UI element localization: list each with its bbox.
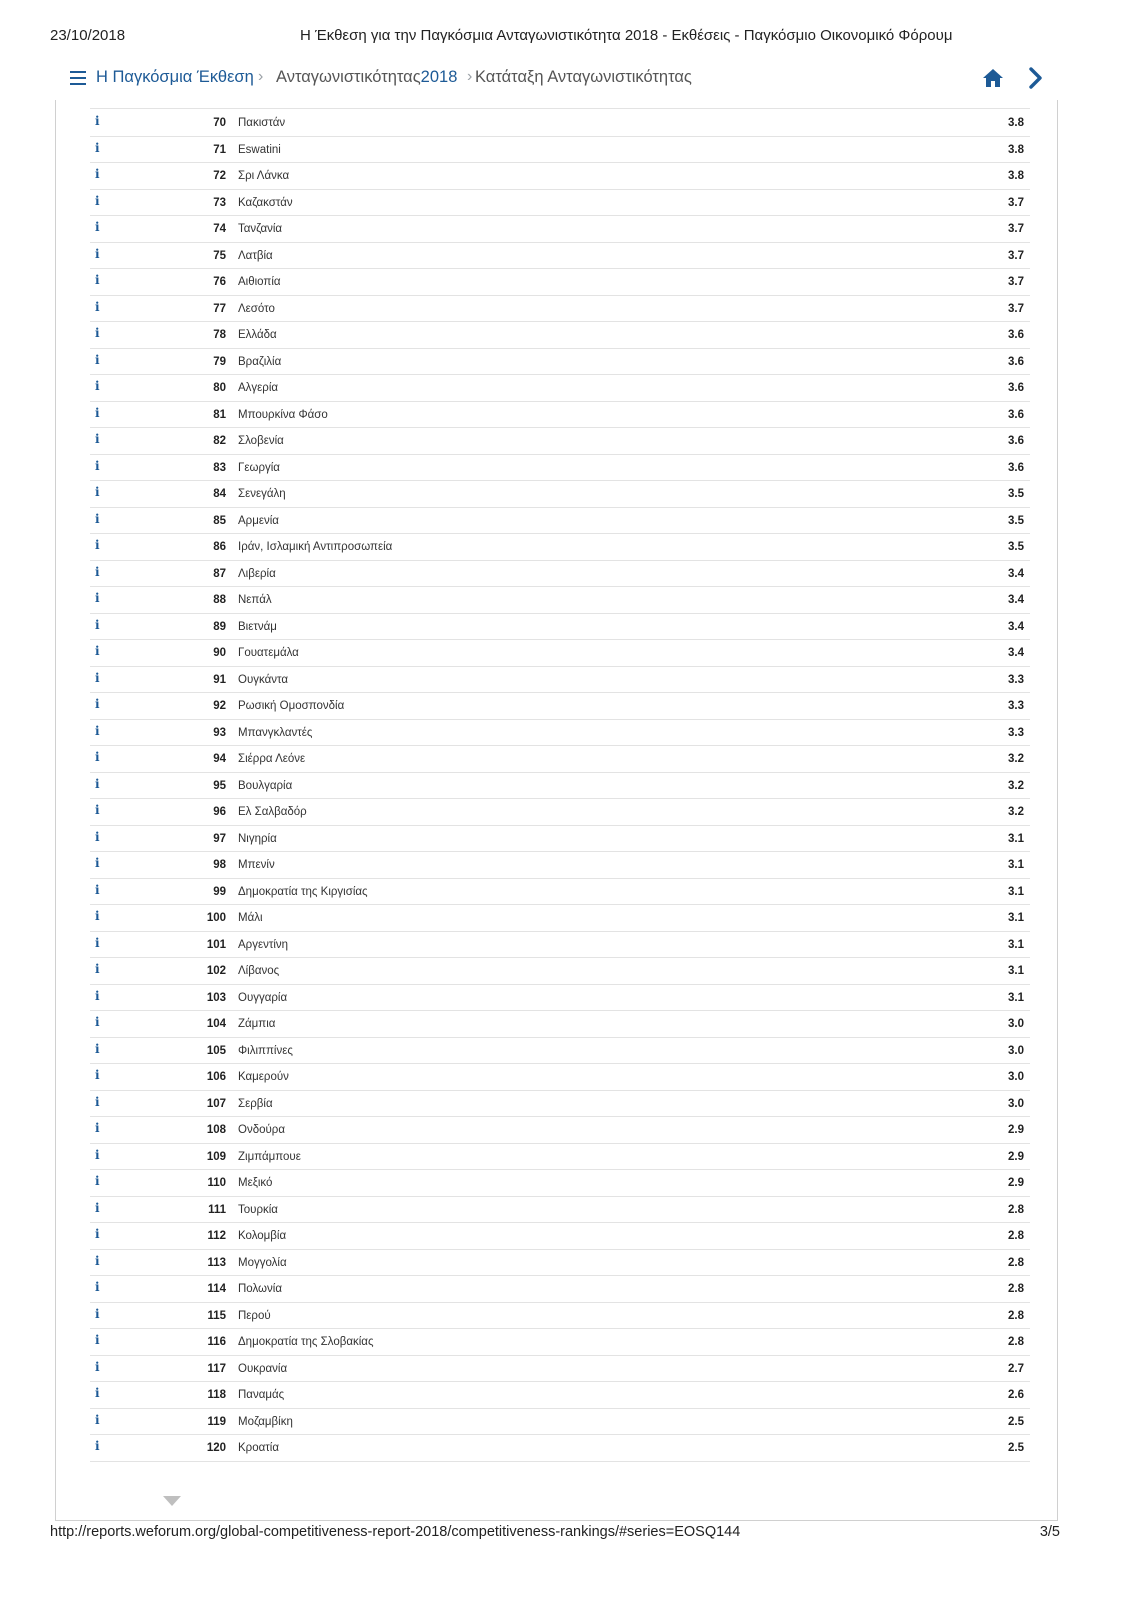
score-cell: 3.8 xyxy=(1008,143,1024,156)
country-cell: Eswatini xyxy=(238,143,281,156)
table-row xyxy=(90,587,1030,614)
rank-cell: 102 xyxy=(206,965,226,977)
rank-cell: 117 xyxy=(207,1362,226,1375)
country-cell: Ουγκάντα xyxy=(238,673,289,686)
table-row xyxy=(90,720,1030,747)
info-icon[interactable]: i xyxy=(95,1253,100,1268)
rank-cell: 109 xyxy=(206,1150,226,1163)
rank-cell: 120 xyxy=(206,1442,226,1454)
score-cell: 3.4 xyxy=(1008,567,1024,580)
rank-cell: 81 xyxy=(213,408,226,421)
table-row xyxy=(90,322,1030,349)
rank-cell: 79 xyxy=(213,355,226,368)
score-cell: 3.2 xyxy=(1008,779,1024,792)
table-row xyxy=(90,985,1030,1012)
rank-cell: 103 xyxy=(206,991,226,1004)
table-row xyxy=(90,455,1030,482)
country-cell: Κροατία xyxy=(238,1442,280,1454)
info-icon[interactable]: i xyxy=(95,723,100,738)
info-icon[interactable]: i xyxy=(95,564,100,579)
info-icon[interactable]: i xyxy=(95,1359,100,1374)
info-icon[interactable]: i xyxy=(95,697,100,711)
home-icon[interactable] xyxy=(982,68,1004,88)
rank-cell: 118 xyxy=(207,1389,226,1401)
score-cell: 3.3 xyxy=(1008,700,1024,712)
breadcrumb-nav xyxy=(56,62,1080,98)
country-cell: Λατβία xyxy=(238,249,273,262)
rank-cell: 108 xyxy=(206,1124,226,1136)
country-cell: Βραζιλία xyxy=(238,355,282,368)
info-icon[interactable]: i xyxy=(95,299,100,314)
rank-cell: 76 xyxy=(213,276,226,288)
score-cell: 2.8 xyxy=(1008,1230,1024,1242)
table-row xyxy=(90,137,1030,164)
rank-cell: 77 xyxy=(213,302,226,315)
info-icon[interactable]: i xyxy=(95,1121,100,1135)
breadcrumb-competitiveness-label: Ανταγωνιστικότητας xyxy=(276,68,421,86)
score-cell: 2.8 xyxy=(1008,1283,1024,1295)
breadcrumb-year: 2018 xyxy=(420,68,458,86)
table-row xyxy=(90,826,1030,853)
rank-cell: 107 xyxy=(206,1097,226,1110)
rank-cell: 98 xyxy=(213,859,226,871)
table-row xyxy=(90,799,1030,826)
country-cell: Νιγηρία xyxy=(238,832,277,845)
country-cell: Κολομβία xyxy=(238,1230,287,1242)
rank-cell: 72 xyxy=(213,170,226,182)
rank-cell: 99 xyxy=(213,885,226,898)
country-cell: Περού xyxy=(238,1309,271,1322)
breadcrumb-global-report[interactable]: Η Παγκόσμια Έκθεση xyxy=(96,68,254,86)
rank-cell: 104 xyxy=(206,1018,226,1030)
country-cell: Αλγερία xyxy=(238,382,279,394)
country-cell: Αργεντίνη xyxy=(238,938,289,951)
info-icon[interactable]: i xyxy=(95,220,100,234)
table-row xyxy=(90,1011,1030,1038)
info-icon[interactable]: i xyxy=(95,167,100,181)
breadcrumb-separator: › xyxy=(258,68,264,85)
breadcrumb-separator: › xyxy=(467,68,473,85)
score-cell: 2.8 xyxy=(1008,1203,1024,1216)
score-cell: 3.8 xyxy=(1008,170,1024,182)
info-icon[interactable]: i xyxy=(95,379,100,393)
country-cell: Βουλγαρία xyxy=(238,779,293,792)
info-icon[interactable]: i xyxy=(95,1041,100,1056)
score-cell: 2.8 xyxy=(1008,1309,1024,1322)
score-cell: 3.6 xyxy=(1008,435,1024,447)
rank-cell: 101 xyxy=(206,938,226,951)
rank-cell: 100 xyxy=(206,912,226,924)
info-icon[interactable]: i xyxy=(95,1227,100,1241)
table-row xyxy=(90,216,1030,243)
score-cell: 3.1 xyxy=(1008,991,1024,1004)
rank-cell: 78 xyxy=(213,329,226,341)
info-icon[interactable]: i xyxy=(95,405,100,420)
table-row xyxy=(90,375,1030,402)
rank-cell: 86 xyxy=(213,541,226,553)
table-row xyxy=(90,508,1030,535)
country-cell: Λιβερία xyxy=(238,567,276,580)
score-cell: 3.6 xyxy=(1008,329,1024,341)
table-row xyxy=(90,534,1030,561)
table-row xyxy=(90,693,1030,720)
rank-cell: 105 xyxy=(206,1044,226,1057)
country-cell: Σερβία xyxy=(238,1097,273,1110)
country-cell: Σιέρρα Λεόνε xyxy=(238,753,306,765)
rank-cell: 95 xyxy=(213,779,226,792)
info-icon[interactable]: i xyxy=(95,511,100,526)
info-icon[interactable]: i xyxy=(95,909,100,923)
country-cell: Μοζαμβίκη xyxy=(238,1415,293,1428)
rank-cell: 85 xyxy=(213,514,226,527)
table-row xyxy=(90,905,1030,932)
rank-cell: 112 xyxy=(207,1230,226,1242)
score-cell: 3.7 xyxy=(1008,196,1024,209)
table-row xyxy=(90,1170,1030,1197)
score-cell: 2.5 xyxy=(1008,1415,1024,1428)
info-icon[interactable]: i xyxy=(95,1094,100,1109)
country-cell: Ονδούρα xyxy=(238,1124,285,1136)
country-cell: Μπανγκλαντές xyxy=(238,726,313,739)
table-row xyxy=(90,1064,1030,1091)
table-row xyxy=(90,1382,1030,1409)
info-icon[interactable]: i xyxy=(95,962,100,976)
country-cell: Ζάμπια xyxy=(238,1018,276,1030)
breadcrumb-competitiveness-2018[interactable] xyxy=(276,68,457,87)
table-row xyxy=(90,190,1030,217)
score-cell: 3.7 xyxy=(1008,302,1024,315)
score-cell: 3.3 xyxy=(1008,673,1024,686)
table-row xyxy=(90,1435,1030,1462)
score-cell: 2.9 xyxy=(1008,1150,1024,1163)
table-row xyxy=(90,1038,1030,1065)
rank-cell: 93 xyxy=(213,726,226,739)
score-cell: 2.9 xyxy=(1008,1177,1024,1189)
rank-cell: 90 xyxy=(213,647,226,659)
table-row xyxy=(90,561,1030,588)
score-cell: 3.1 xyxy=(1008,859,1024,871)
print-date: 23/10/2018 xyxy=(50,27,126,44)
rank-cell: 116 xyxy=(207,1336,226,1348)
table-row xyxy=(90,640,1030,667)
country-cell: Βιετνάμ xyxy=(238,620,277,633)
score-cell: 3.6 xyxy=(1008,382,1024,394)
rank-cell: 94 xyxy=(213,753,226,765)
country-cell: Γεωργία xyxy=(238,461,280,474)
rank-cell: 92 xyxy=(213,700,226,712)
page-number: 3/5 xyxy=(1039,1524,1060,1540)
print-header xyxy=(50,27,1080,47)
info-icon[interactable]: i xyxy=(95,988,100,1003)
country-cell: Ουκρανία xyxy=(238,1362,288,1375)
info-icon[interactable]: i xyxy=(95,1386,100,1400)
country-cell: Ουγγαρία xyxy=(238,991,288,1004)
info-icon[interactable]: i xyxy=(95,1333,100,1347)
info-icon[interactable]: i xyxy=(95,644,100,658)
table-row xyxy=(90,481,1030,508)
table-row xyxy=(90,1197,1030,1224)
country-cell: Ιράν, Ισλαμική Αντιπροσωπεία xyxy=(238,541,393,553)
info-icon[interactable]: i xyxy=(95,803,100,817)
table-row xyxy=(90,243,1030,270)
chevron-right-icon[interactable] xyxy=(1028,67,1044,89)
breadcrumb-rankings: Κατάταξη Ανταγωνιστικότητας xyxy=(475,68,692,86)
info-icon[interactable]: i xyxy=(95,1015,100,1029)
score-cell: 3.8 xyxy=(1008,117,1024,129)
table-row xyxy=(90,1276,1030,1303)
table-row xyxy=(90,1409,1030,1436)
country-cell: Δημοκρατία της Κιργισίας xyxy=(238,885,368,898)
table-row xyxy=(90,746,1030,773)
info-icon[interactable]: i xyxy=(95,485,100,499)
scroll-down-icon[interactable] xyxy=(163,1496,181,1506)
rank-cell: 75 xyxy=(213,249,226,262)
score-cell: 2.5 xyxy=(1008,1442,1024,1454)
table-row xyxy=(90,852,1030,879)
score-cell: 2.7 xyxy=(1008,1362,1024,1375)
country-cell: Αιθιοπία xyxy=(238,276,281,288)
info-icon[interactable]: i xyxy=(95,1147,100,1162)
score-cell: 3.0 xyxy=(1008,1097,1024,1110)
score-cell: 3.1 xyxy=(1008,965,1024,977)
score-cell: 3.5 xyxy=(1008,541,1024,553)
table-row xyxy=(90,1329,1030,1356)
score-cell: 3.4 xyxy=(1008,620,1024,633)
score-cell: 3.2 xyxy=(1008,806,1024,818)
rank-cell: 111 xyxy=(208,1203,226,1216)
score-cell: 3.7 xyxy=(1008,223,1024,235)
rank-cell: 119 xyxy=(207,1415,226,1428)
info-icon[interactable]: i xyxy=(95,114,100,128)
score-cell: 3.7 xyxy=(1008,249,1024,262)
info-icon[interactable]: i xyxy=(95,140,100,155)
page-url: http://reports.weforum.org/global-competitiveness-report-2018/competitiveness-rankings/#series=EOSQ144 xyxy=(50,1524,741,1540)
score-cell: 3.5 xyxy=(1008,488,1024,500)
table-row xyxy=(90,269,1030,296)
country-cell: Μάλι xyxy=(238,912,263,924)
score-cell: 3.4 xyxy=(1008,594,1024,606)
score-cell: 3.0 xyxy=(1008,1018,1024,1030)
score-cell: 3.4 xyxy=(1008,647,1024,659)
rank-cell: 115 xyxy=(207,1309,226,1322)
country-cell: Νεπάλ xyxy=(238,594,272,606)
rank-cell: 110 xyxy=(207,1177,226,1189)
info-icon[interactable]: i xyxy=(95,1439,100,1453)
rank-cell: 80 xyxy=(213,382,226,394)
country-cell: Τουρκία xyxy=(238,1203,278,1216)
table-row xyxy=(90,1303,1030,1330)
rank-cell: 88 xyxy=(213,594,226,606)
table-row xyxy=(90,349,1030,376)
divider xyxy=(90,108,1030,109)
score-cell: 3.0 xyxy=(1008,1071,1024,1083)
table-row xyxy=(90,958,1030,985)
rankings-table xyxy=(90,110,1030,1462)
table-row xyxy=(90,773,1030,800)
country-cell: Μογγολία xyxy=(238,1256,287,1269)
country-cell: Ρωσική Ομοσπονδία xyxy=(238,700,345,712)
score-cell: 3.3 xyxy=(1008,726,1024,739)
table-row xyxy=(90,1144,1030,1171)
score-cell: 3.1 xyxy=(1008,938,1024,951)
country-cell: Σενεγάλη xyxy=(238,488,286,500)
country-cell: Λεσότο xyxy=(238,302,275,315)
table-row xyxy=(90,296,1030,323)
table-row xyxy=(90,1223,1030,1250)
score-cell: 3.5 xyxy=(1008,514,1024,527)
rank-cell: 96 xyxy=(213,806,226,818)
country-cell: Μεξικό xyxy=(238,1177,273,1189)
info-icon[interactable]: i xyxy=(95,432,100,446)
score-cell: 2.8 xyxy=(1008,1336,1024,1348)
country-cell: Μπουρκίνα Φάσο xyxy=(238,408,328,421)
info-icon[interactable]: i xyxy=(95,1068,100,1082)
score-cell: 3.0 xyxy=(1008,1044,1024,1057)
country-cell: Σλοβενία xyxy=(238,435,284,447)
country-cell: Μπενίν xyxy=(238,859,275,871)
country-cell: Καζακστάν xyxy=(238,196,293,209)
score-cell: 2.8 xyxy=(1008,1256,1024,1269)
info-icon[interactable]: i xyxy=(95,1174,100,1188)
info-icon[interactable]: i xyxy=(95,1200,100,1215)
table-row xyxy=(90,163,1030,190)
info-icon[interactable]: i xyxy=(95,856,100,870)
score-cell: 3.6 xyxy=(1008,355,1024,368)
country-cell: Λίβανος xyxy=(238,965,280,977)
country-cell: Καμερούν xyxy=(238,1071,289,1083)
info-icon[interactable]: i xyxy=(95,1280,100,1294)
rank-cell: 91 xyxy=(213,673,226,686)
info-icon[interactable]: i xyxy=(95,829,100,844)
rank-cell: 89 xyxy=(213,620,226,633)
country-cell: Γουατεμάλα xyxy=(238,647,299,659)
table-row xyxy=(90,428,1030,455)
score-cell: 2.6 xyxy=(1008,1389,1024,1401)
rank-cell: 83 xyxy=(213,461,226,474)
table-row xyxy=(90,110,1030,137)
rank-cell: 82 xyxy=(213,435,226,447)
table-row xyxy=(90,614,1030,641)
info-icon[interactable]: i xyxy=(95,193,100,208)
info-icon[interactable]: i xyxy=(95,458,100,473)
country-cell: Παναμάς xyxy=(238,1389,285,1401)
table-row xyxy=(90,879,1030,906)
country-cell: Τανζανία xyxy=(238,223,283,235)
country-cell: Αρμενία xyxy=(238,514,279,527)
score-cell: 3.1 xyxy=(1008,832,1024,845)
document-title: Η Έκθεση για την Παγκόσμια Ανταγωνιστικότητα 2018 - Εκθέσεις - Παγκόσμιο Οικονομικό Φόρουμ xyxy=(300,27,953,44)
rank-cell: 97 xyxy=(213,832,226,845)
info-icon[interactable]: i xyxy=(95,273,100,287)
info-icon[interactable]: i xyxy=(95,750,100,764)
rank-cell: 84 xyxy=(213,488,226,500)
print-footer xyxy=(50,1524,1060,1544)
table-row xyxy=(90,667,1030,694)
info-icon[interactable]: i xyxy=(95,1412,100,1427)
table-row xyxy=(90,1250,1030,1277)
rank-cell: 87 xyxy=(213,567,226,580)
score-cell: 3.1 xyxy=(1008,912,1024,924)
score-cell: 3.6 xyxy=(1008,408,1024,421)
table-row xyxy=(90,1091,1030,1118)
info-icon[interactable]: i xyxy=(95,935,100,950)
rank-cell: 74 xyxy=(213,223,226,235)
rank-cell: 70 xyxy=(213,117,226,129)
score-cell: 3.7 xyxy=(1008,276,1024,288)
rank-cell: 114 xyxy=(207,1283,226,1295)
score-cell: 3.1 xyxy=(1008,885,1024,898)
country-cell: Φιλιππίνες xyxy=(238,1044,293,1057)
country-cell: Ελλάδα xyxy=(238,329,277,341)
info-icon[interactable]: i xyxy=(95,882,100,897)
country-cell: Πολωνία xyxy=(238,1283,282,1295)
country-cell: Πακιστάν xyxy=(238,117,286,129)
info-icon[interactable]: i xyxy=(95,1306,100,1321)
country-cell: Σρι Λάνκα xyxy=(238,170,290,182)
info-icon[interactable]: i xyxy=(95,617,100,632)
score-cell: 2.9 xyxy=(1008,1124,1024,1136)
table-row xyxy=(90,932,1030,959)
info-icon[interactable]: i xyxy=(95,776,100,791)
table-row xyxy=(90,1356,1030,1383)
info-icon[interactable]: i xyxy=(95,591,100,605)
menu-icon[interactable] xyxy=(70,71,86,85)
country-cell: Ζιμπάμπουε xyxy=(238,1150,301,1163)
rank-cell: 73 xyxy=(213,196,226,209)
rank-cell: 106 xyxy=(206,1071,226,1083)
table-row xyxy=(90,402,1030,429)
score-cell: 3.2 xyxy=(1008,753,1024,765)
country-cell: Δημοκρατία της Σλοβακίας xyxy=(238,1336,374,1348)
score-cell: 3.6 xyxy=(1008,461,1024,474)
info-icon[interactable]: i xyxy=(95,352,100,367)
info-icon[interactable]: i xyxy=(95,246,100,261)
info-icon[interactable]: i xyxy=(95,538,100,552)
rank-cell: 113 xyxy=(207,1256,226,1269)
country-cell: Ελ Σαλβαδόρ xyxy=(238,806,307,818)
info-icon[interactable]: i xyxy=(95,326,100,340)
rank-cell: 71 xyxy=(213,143,226,156)
info-icon[interactable]: i xyxy=(95,670,100,685)
table-row xyxy=(90,1117,1030,1144)
